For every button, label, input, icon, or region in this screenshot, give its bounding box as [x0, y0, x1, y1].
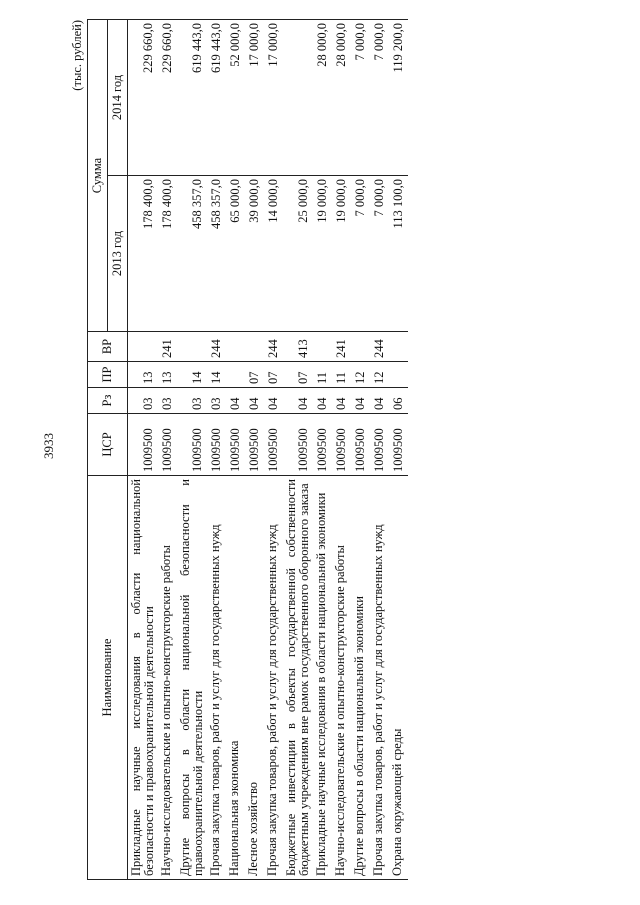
row-2013-cell: 19 000,0 [313, 176, 332, 332]
row-vr-cell [128, 332, 159, 362]
row-pr-cell: 13 [128, 362, 159, 388]
row-rz-cell: 03 [207, 388, 226, 414]
row-csr-cell: 1009500 [245, 414, 264, 476]
table-row [370, 20, 389, 880]
header-name: Наименование [88, 476, 128, 880]
row-pr-cell: 13 [158, 362, 177, 388]
row-2013-cell: 178 400,0 [158, 176, 177, 332]
row-pr-cell: 14 [177, 362, 207, 388]
header-pr: ПР [88, 362, 128, 388]
row-pr-cell [226, 362, 245, 388]
row-csr-cell: 1009500 [158, 414, 177, 476]
header-vr: ВР [88, 332, 128, 362]
row-name-cell: Другие вопросы в области национальной безопасности и правоохранительной деятельности [177, 476, 207, 880]
row-name-cell: Научно-исследовательские и опытно-конструкторские работы [158, 476, 177, 880]
row-name-cell: Бюджетные инвестиции в объекты государственной собственности бюджетным учреждениям вне рамок государственного оборонного заказа [283, 476, 313, 880]
header-2014: 2014 год [108, 20, 128, 176]
row-vr-cell: 413 [283, 332, 313, 362]
row-rz-cell: 04 [264, 388, 283, 414]
row-pr-cell: 07 [283, 362, 313, 388]
row-name-cell: Прочая закупка товаров, работ и услуг для государственных нужд [207, 476, 226, 880]
row-2013-cell: 458 357,0 [177, 176, 207, 332]
row-rz-cell: 04 [245, 388, 264, 414]
row-2014-cell: 229 660,0 [128, 20, 159, 176]
row-csr-cell: 1009500 [264, 414, 283, 476]
row-name-cell: Другие вопросы в области национальной экономики [351, 476, 370, 880]
row-pr-cell: 14 [207, 362, 226, 388]
row-2014-cell: 7 000,0 [370, 20, 389, 176]
row-vr-cell [313, 332, 332, 362]
row-vr-cell: 244 [264, 332, 283, 362]
table-row [158, 20, 177, 880]
row-vr-cell [226, 332, 245, 362]
row-rz-cell: 04 [370, 388, 389, 414]
row-rz-cell: 03 [158, 388, 177, 414]
table-row [245, 20, 264, 880]
row-csr-cell: 1009500 [177, 414, 207, 476]
header-2013: 2013 год [108, 176, 128, 332]
table-row [313, 20, 332, 880]
table-row [207, 20, 226, 880]
row-2013-cell: 25 000,0 [283, 176, 313, 332]
row-2013-cell: 39 000,0 [245, 176, 264, 332]
row-2014-cell: 17 000,0 [264, 20, 283, 176]
row-csr-cell: 1009500 [283, 414, 313, 476]
header-rz: Рз [88, 388, 128, 414]
row-pr-cell: 12 [370, 362, 389, 388]
row-csr-cell: 1009500 [226, 414, 245, 476]
row-2014-cell: 619 443,0 [177, 20, 207, 176]
row-vr-cell [177, 332, 207, 362]
row-name-cell: Прикладные научные исследования в области национальной экономики [313, 476, 332, 880]
row-2013-cell: 65 000,0 [226, 176, 245, 332]
row-2014-cell: 229 660,0 [158, 20, 177, 176]
header-row [88, 20, 108, 880]
row-csr-cell: 1009500 [128, 414, 159, 476]
row-2013-cell: 14 000,0 [264, 176, 283, 332]
row-name-cell: Охрана окружающей среды [389, 476, 408, 880]
row-2013-cell: 7 000,0 [351, 176, 370, 332]
row-2014-cell: 619 443,0 [207, 20, 226, 176]
table-row [264, 20, 283, 880]
table-body [128, 20, 409, 880]
row-2014-cell: 119 200,0 [389, 20, 408, 176]
table-row [177, 20, 207, 880]
row-vr-cell: 244 [370, 332, 389, 362]
row-2013-cell: 19 000,0 [332, 176, 351, 332]
table-row [332, 20, 351, 880]
row-rz-cell: 03 [128, 388, 159, 414]
row-vr-cell: 241 [158, 332, 177, 362]
row-2014-cell: 52 000,0 [226, 20, 245, 176]
row-rz-cell: 04 [226, 388, 245, 414]
table-row [128, 20, 159, 880]
rotated-table-area [70, 20, 570, 880]
row-rz-cell: 04 [313, 388, 332, 414]
row-2014-cell: 28 000,0 [332, 20, 351, 176]
table-row [226, 20, 245, 880]
row-pr-cell: 07 [264, 362, 283, 388]
row-vr-cell [245, 332, 264, 362]
row-pr-cell: 11 [332, 362, 351, 388]
row-pr-cell: 07 [245, 362, 264, 388]
row-csr-cell: 1009500 [370, 414, 389, 476]
row-csr-cell: 1009500 [207, 414, 226, 476]
table-row [389, 20, 408, 880]
row-name-cell: Национальная экономика [226, 476, 245, 880]
row-name-cell: Лесное хозяйство [245, 476, 264, 880]
header-csr: ЦСР [88, 414, 128, 476]
row-rz-cell: 03 [177, 388, 207, 414]
header-sum: Сумма [88, 20, 108, 332]
budget-table [87, 19, 408, 880]
page-number: 3933 [41, 433, 56, 459]
row-csr-cell: 1009500 [351, 414, 370, 476]
row-2013-cell: 458 357,0 [207, 176, 226, 332]
row-name-cell: Научно-исследовательские и опытно-конструкторские работы [332, 476, 351, 880]
row-2014-cell [283, 20, 313, 176]
row-name-cell: Прочая закупка товаров, работ и услуг для государственных нужд [370, 476, 389, 880]
row-csr-cell: 1009500 [332, 414, 351, 476]
row-vr-cell [389, 332, 408, 362]
row-2014-cell: 17 000,0 [245, 20, 264, 176]
row-pr-cell: 12 [351, 362, 370, 388]
row-name-cell: Прикладные научные исследования в области национальной безопасности и правоохранительной деятельности [128, 476, 159, 880]
row-vr-cell: 244 [207, 332, 226, 362]
table-row [283, 20, 313, 880]
row-pr-cell: 11 [313, 362, 332, 388]
row-csr-cell: 1009500 [313, 414, 332, 476]
row-2013-cell: 178 400,0 [128, 176, 159, 332]
row-csr-cell: 1009500 [389, 414, 408, 476]
row-name-cell: Прочая закупка товаров, работ и услуг для государственных нужд [264, 476, 283, 880]
row-pr-cell [389, 362, 408, 388]
row-2014-cell: 7 000,0 [351, 20, 370, 176]
units-label: (тыс. рублей) [70, 20, 84, 91]
table-row [351, 20, 370, 880]
row-2013-cell: 113 100,0 [389, 176, 408, 332]
row-rz-cell: 04 [351, 388, 370, 414]
row-2014-cell: 28 000,0 [313, 20, 332, 176]
row-vr-cell: 241 [332, 332, 351, 362]
row-rz-cell: 04 [332, 388, 351, 414]
row-rz-cell: 04 [283, 388, 313, 414]
row-2013-cell: 7 000,0 [370, 176, 389, 332]
row-vr-cell [351, 332, 370, 362]
row-rz-cell: 06 [389, 388, 408, 414]
